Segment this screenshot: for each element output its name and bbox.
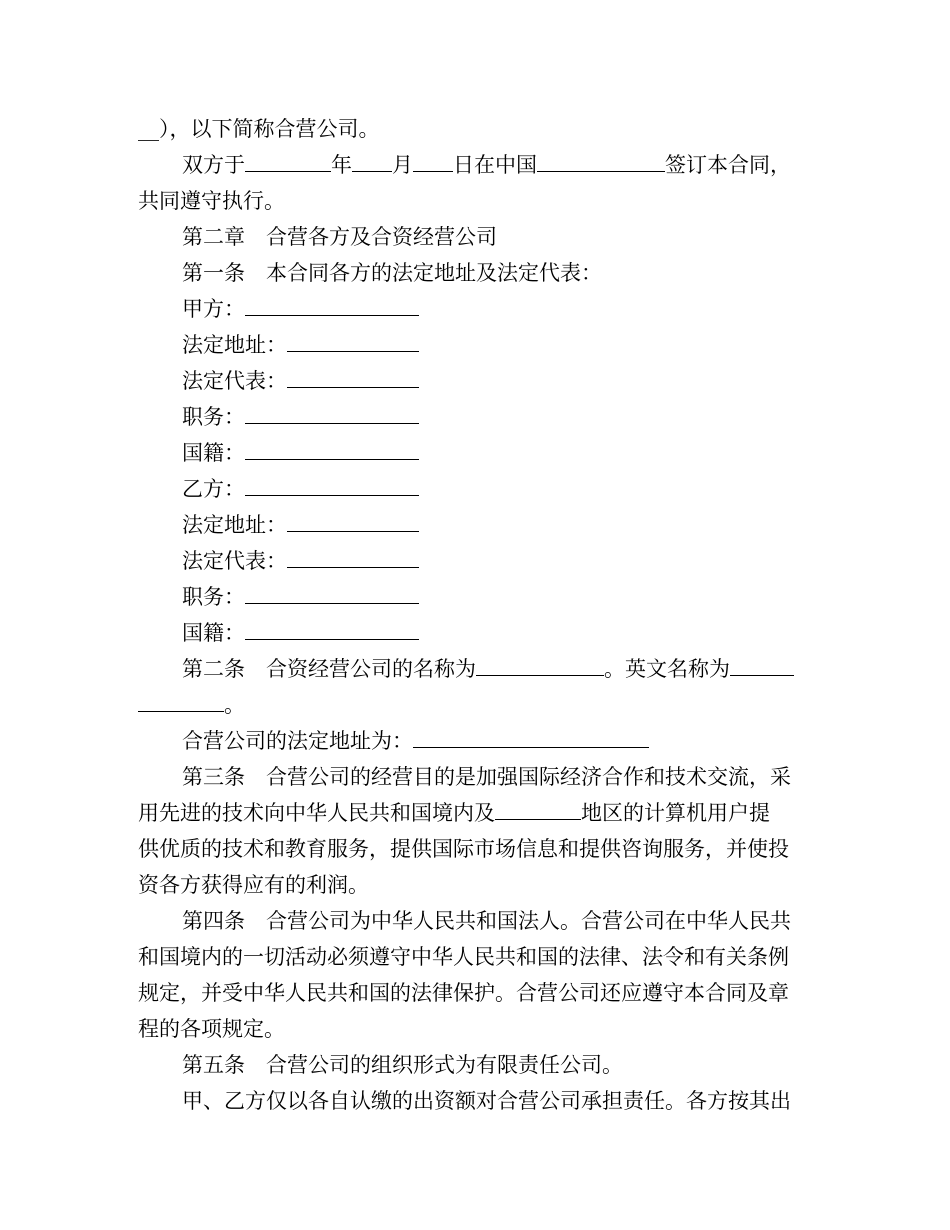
article-heading: 第一条 本合同各方的法定地址及法定代表： bbox=[182, 261, 602, 285]
article-three-line: 资各方获得应有的利润。 bbox=[138, 873, 369, 897]
party-b-nationality-blank bbox=[245, 617, 419, 640]
company-address-blank bbox=[413, 725, 649, 748]
article-four-line: 和国境内的一切活动必须遵守中华人民共和国的法律、法令和有关条例 bbox=[138, 945, 789, 969]
region-blank bbox=[495, 797, 581, 820]
party-b-address-field: 法定地址： bbox=[182, 508, 812, 542]
text-line: 共同遵守执行。 bbox=[138, 189, 285, 213]
text-line: __），以下简称合营公司。 bbox=[138, 117, 380, 141]
article-two-line: 第二条 合资经营公司的名称为 。英文名称为 bbox=[182, 652, 812, 686]
party-a-representative-blank bbox=[287, 365, 419, 388]
company-address-field: 合营公司的法定地址为： bbox=[182, 724, 812, 758]
party-b-position-field: 职务： bbox=[182, 580, 812, 614]
article-two-line-cont: 。 bbox=[138, 688, 812, 722]
party-a-field: 甲方： bbox=[182, 292, 812, 326]
chapter-heading: 第二章 合营各方及合资经营公司 bbox=[182, 225, 497, 249]
party-b-blank bbox=[245, 473, 419, 496]
party-b-address-blank bbox=[287, 509, 419, 532]
party-b-position-blank bbox=[245, 581, 419, 604]
party-a-blank bbox=[245, 293, 419, 316]
party-a-address-blank bbox=[287, 329, 419, 352]
party-a-position-blank bbox=[245, 401, 419, 424]
article-three-line: 第三条 合营公司的经营目的是加强国际经济合作和技术交流，采 bbox=[182, 765, 791, 789]
year-blank bbox=[245, 149, 331, 172]
party-a-position-field: 职务： bbox=[182, 400, 812, 434]
party-a-representative-field: 法定代表： bbox=[182, 364, 812, 398]
party-b-representative-field: 法定代表： bbox=[182, 544, 812, 578]
company-name-blank bbox=[476, 653, 604, 676]
article-four-line: 程的各项规定。 bbox=[138, 1017, 285, 1041]
party-b-representative-blank bbox=[287, 545, 419, 568]
party-b-field: 乙方： bbox=[182, 472, 812, 506]
article-five-line: 第五条 合营公司的组织形式为有限责任公司。 bbox=[182, 1053, 623, 1077]
signing-line: 双方于 年 月 日在中国 签订本合同， bbox=[182, 148, 812, 182]
article-three-line: 供优质的技术和教育服务，提供国际市场信息和提供咨询服务，并使投 bbox=[138, 837, 789, 861]
party-a-address-field: 法定地址： bbox=[182, 328, 812, 362]
place-blank bbox=[537, 149, 665, 172]
party-b-nationality-field: 国籍： bbox=[182, 616, 812, 650]
month-blank bbox=[352, 149, 392, 172]
article-three-line: 用先进的技术向中华人民共和国境内及 地区的计算机用户提 bbox=[138, 796, 812, 830]
english-name-blank-cont bbox=[138, 689, 224, 712]
article-five-line: 甲、乙方仅以各自认缴的出资额对合营公司承担责任。各方按其出 bbox=[182, 1089, 791, 1113]
article-four-line: 第四条 合营公司为中华人民共和国法人。合营公司在中华人民共 bbox=[182, 909, 791, 933]
article-four-line: 规定，并受中华人民共和国的法律保护。合营公司还应遵守本合同及章 bbox=[138, 981, 789, 1005]
english-name-blank bbox=[730, 653, 794, 676]
day-blank bbox=[413, 149, 453, 172]
party-a-nationality-field: 国籍： bbox=[182, 436, 812, 470]
party-a-nationality-blank bbox=[245, 437, 419, 460]
